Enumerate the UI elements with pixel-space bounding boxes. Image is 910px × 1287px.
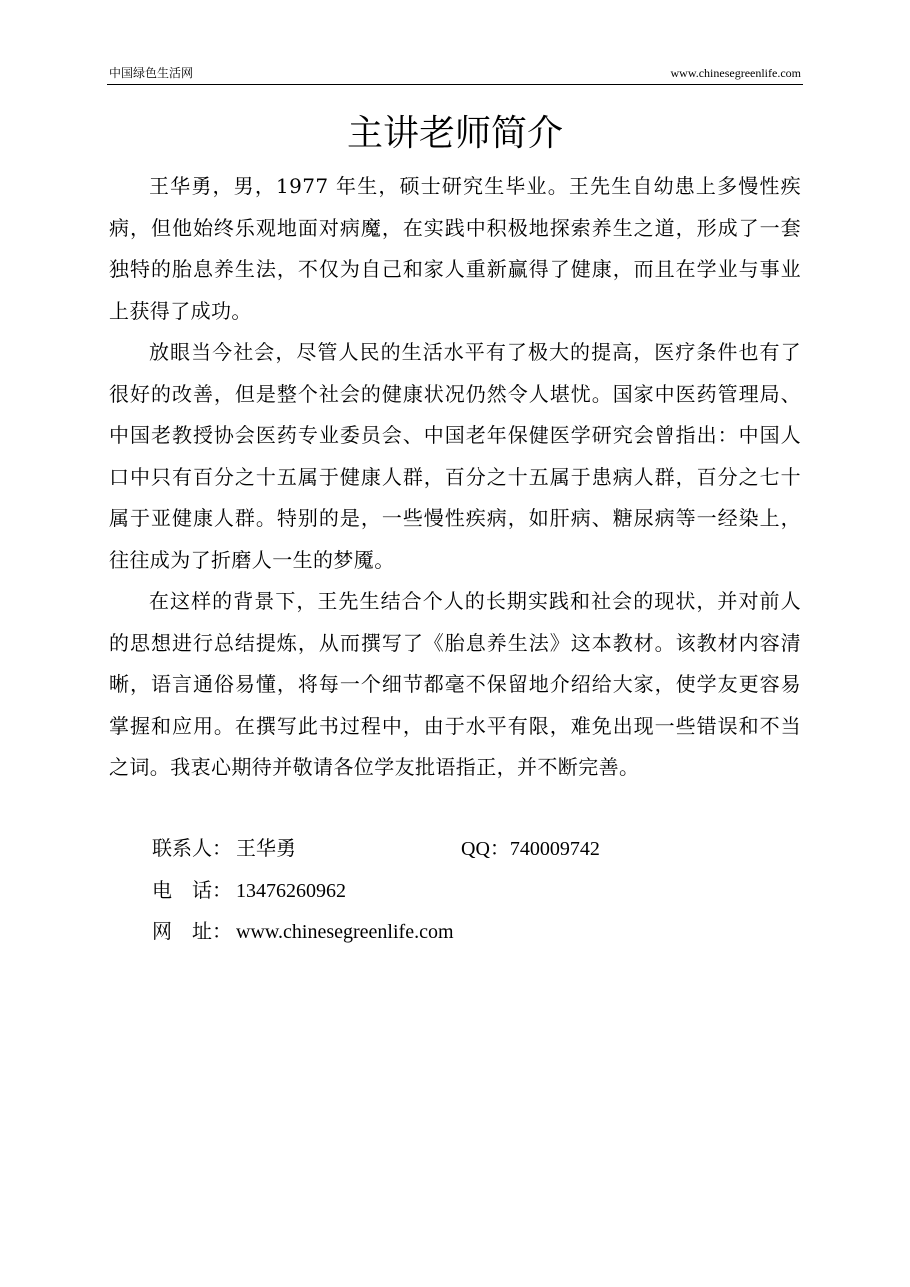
header-site-url: www.chinesegreenlife.com [670,66,801,80]
paragraph-intro: 王华勇，男，1977 年生，硕士研究生毕业。王先生自幼患上多慢性疾病，但他始终乐观地面对病魔，在实践中积极地探索养生之道，形成了一套独特的胎息养生法，不仅为自己和家人重新赢得了健康，而且在学业与事业上获得了成功。 [109,174,801,323]
contact-phone-row [152,872,752,914]
contact-block [152,830,752,955]
body-text [109,166,801,789]
contact-web-label: 网 址： [152,919,232,943]
contact-qq-value: 740009742 [509,838,600,860]
paragraph-background: 放眼当今社会，尽管人民的生活水平有了极大的提高，医疗条件也有了很好的改善，但是整个社会的健康状况仍然令人堪忧。国家中医药管理局、中国老教授协会医药专业委员会、中国老年保健医学研究会曾指出：中国人口中只有百分之十五属于健康人群，百分之十五属于患病人群，百分之七十属于亚健康人群。特别的是，一些慢性疾病，如肝病、糖尿病等一经染上，往往成为了折磨人一生的梦魇。 [109,340,801,572]
contact-web-value: www.chinesegreenlife.com [236,921,454,943]
contact-phone-label: 电 话： [152,877,232,902]
header-site-name: 中国绿色生活网 [109,66,194,80]
contact-person-row [152,830,752,872]
page-title: 主讲老师简介 [346,113,563,154]
contact-qq-label: QQ： [461,838,510,860]
contact-web-row [152,913,752,955]
page-header [107,64,803,85]
contact-person-value: 王华勇 [236,836,296,860]
paragraph-book: 在这样的背景下，王先生结合个人的长期实践和社会的现状，并对前人的思想进行总结提炼，从而撰写了《胎息养生法》这本教材。该教材内容清晰，语言通俗易懂，将每一个细节都毫不保留地介绍给大家，使学友更容易掌握和应用。在撰写此书过程中，由于水平有限，难免出现一些错误和不当之词。我衷心期待并敬请各位学友批语指正，并不断完善。 [109,589,801,779]
contact-qq [461,830,600,867]
contact-person-label: 联系人： [152,836,232,860]
contact-phone-value: 13476260962 [236,879,346,902]
